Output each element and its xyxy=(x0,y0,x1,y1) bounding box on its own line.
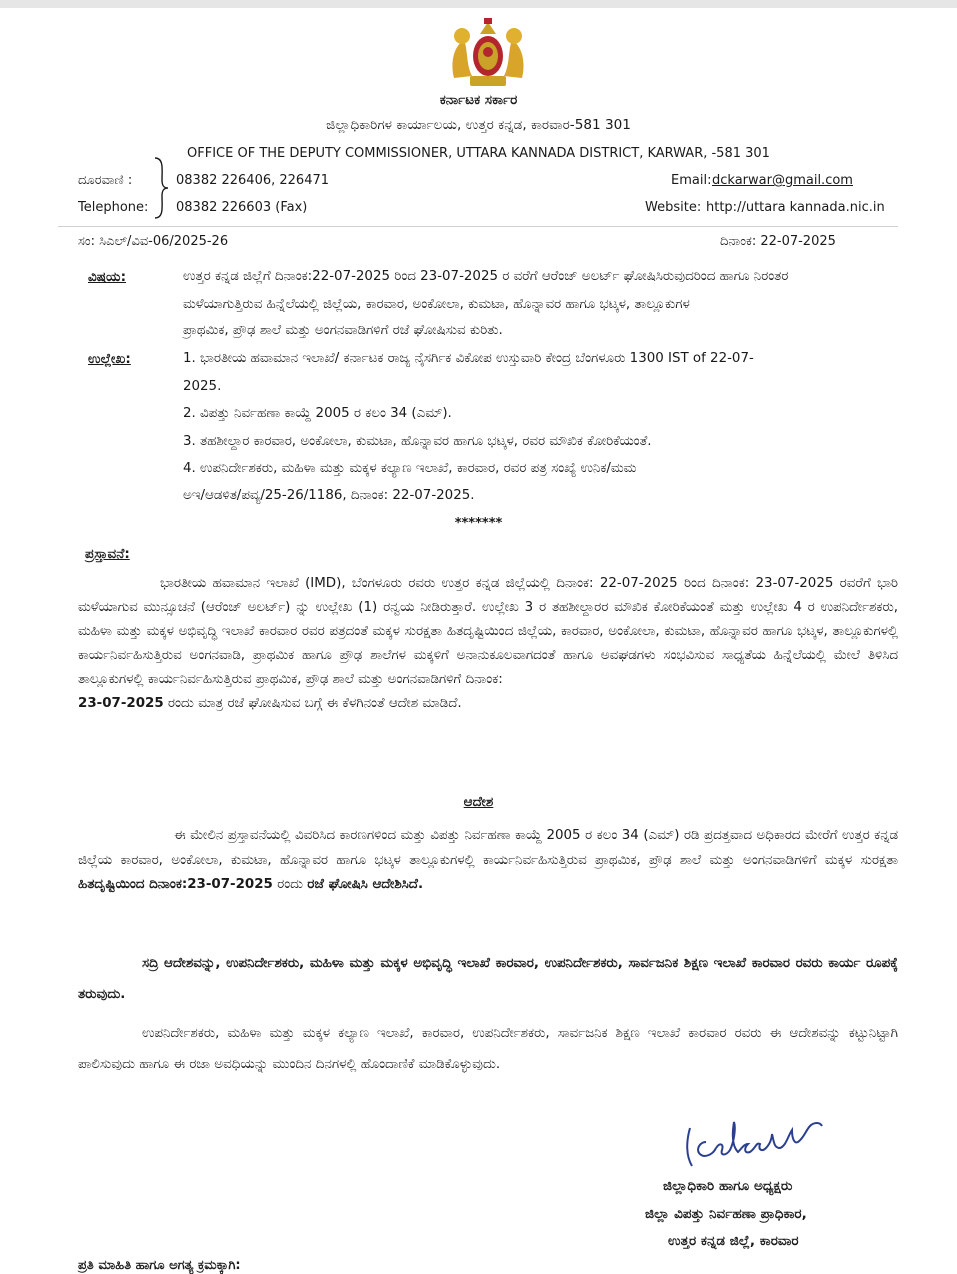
reference-3: 3. ತಹಶೀಲ್ದಾರ ಕಾರವಾರ, ಅಂಕೋಲಾ, ಕುಮಟಾ, ಹೊನ್ನಾವರ ಹಾಗೂ ಭಟ್ಕಳ, ರವರ ಮೌಖಿಕ ಕೋರಿಕೆಯಂತೆ. xyxy=(183,434,652,449)
preamble-text: ಭಾರತೀಯ ಹವಾಮಾನ ಇಲಾಖೆ (IMD), ಬೆಂಗಳೂರು ರವರು ಉತ್ತರ ಕನ್ನಡ ಜಿಲ್ಲೆಯಲ್ಲಿ ದಿನಾಂಕ: 22-07-2025 ರಿಂದ ದಿನಾಂಕ: 23-07-2025 ರವರೆಗೆ ಭಾರಿ ಮಳೆಯಾಗುವ ಮುನ್ಸೂಚನೆ (ಆರೆಂಜ್ ಅಲರ್ಟ್) ನ್ನು ಉಲ್ಲೇಖ (1) ರನ್ವಯ ನೀಡಿರುತ್ತಾರೆ. ಉಲ್ಲೇಖ 3 ರ ತಹಶೀಲ್ದಾರರ ಮೌಖಿಕ ಕೋರಿಕೆಯಂತೆ ಮತ್ತು ಉಲ್ಲೇಖ 4 ರ ಉಪನಿರ್ದೇಶಕರು, ಮಹಿಳಾ ಮತ್ತು ಮಕ್ಕಳ ಅಭಿವೃದ್ಧಿ ಇಲಾಖೆ ಕಾರವಾರ ರವರ ಪತ್ರದಂತೆ ಮಕ್ಕಳ ಸುರಕ್ಷತಾ ಹಿತದೃಷ್ಟಿಯಿಂದ ಜಿಲ್ಲೆಯ, ಕಾರವಾರ, ಅಂಕೋಲಾ, ಕುಮಟಾ, ಹೊನ್ನಾವರ ಹಾಗೂ ಭಟ್ಕಳ, ತಾಲ್ಲೂಕುಗಳಲ್ಲಿ ಕಾರ್ಯನಿರ್ವಹಿಸುತ್ತಿರುವ ಅಂಗನವಾಡಿ, ಪ್ರಾಥಮಿಕ ಹಾಗೂ ಪ್ರೌಢ ಶಾಲೆಗಳ ಮಕ್ಕಳಿಗೆ ಅನಾನುಕೂಲವಾಗದಂತೆ ಹಾಗೂ ಅವಘಡಗಳು ಸಂಭವಿಸುವ ಸಾಧ್ಯತೆಯ ಹಿನ್ನೆಲೆಯಲ್ಲಿ ಮೇಲೆ ತಿಳಿಸಿದ ತಾಲ್ಲೂಕುಗಳಲ್ಲಿ ಕಾರ್ಯನಿರ್ವಹಿಸುತ್ತಿರುವ ಪ್ರಾಥಮಿಕ, ಪ್ರೌಢ ಶಾಲೆ ಮತ್ತು ಅಂಗನವಾಡಿಗಳಿಗೆ ದಿನಾಂಕ: xyxy=(78,576,898,687)
reference-4b: ಅಇ/ಆಡಳಿತ/ಪವ್ಯ/25-26/1186, ದಿನಾಂಕ: 22-07-2025. xyxy=(183,488,475,503)
order-paragraph-1 xyxy=(78,824,898,898)
signatory-title: ಜಿಲ್ಲಾಧಿಕಾರಿ ಹಾಗೂ ಅಧ್ಯಕ್ಷರು xyxy=(663,1178,793,1194)
handwritten-signature xyxy=(680,1108,826,1170)
references-label: ಉಲ್ಲೇಖ: xyxy=(88,351,131,367)
subject-line-3: ಪ್ರಾಥಮಿಕ, ಪ್ರೌಢ ಶಾಲೆ ಮತ್ತು ಅಂಗನವಾಡಿಗಳಿಗೆ ರಜೆ ಘೋಷಿಸುವ ಕುರಿತು. xyxy=(183,323,503,338)
signatory-location: ಉತ್ತರ ಕನ್ನಡ ಜಿಲ್ಲೆ, ಕಾರವಾರ xyxy=(668,1233,799,1249)
subject-label: ವಿಷಯ: xyxy=(88,269,127,285)
subject-line-2: ಮಳೆಯಾಗುತ್ತಿರುವ ಹಿನ್ನೆಲೆಯಲ್ಲಿ ಜಿಲ್ಲೆಯ, ಕಾರವಾರ, ಅಂಕೋಲಾ, ಕುಮಟಾ, ಹೊನ್ನಾವರ ಹಾಗೂ ಭಟ್ಕಳ, ತಾಲ್ಲೂಕುಗಳ xyxy=(183,297,690,312)
preamble-paragraph xyxy=(78,572,898,716)
header-divider xyxy=(58,226,898,227)
phone-label-kannada: ದೂರವಾಣಿ : xyxy=(78,173,133,188)
reference-1a: 1. ಭಾರತೀಯ ಹವಾಮಾನ ಇಲಾಖೆ/ ಕರ್ನಾಟಕ ರಾಜ್ಯ ನೈಸರ್ಗಿಕ ವಿಕೋಪ ಉಸ್ತುವಾರಿ ಕೇಂದ್ರ ಬೆಂಗಳೂರು 1300 IST of 22-07- xyxy=(183,351,754,366)
preamble-heading: ಪ್ರಸ್ತಾವನೆ: xyxy=(85,546,130,562)
top-strip xyxy=(0,0,957,8)
order-bold-1: ಹಿತದೃಷ್ಟಿಯಿಂದ ದಿನಾಂಕ:23-07-2025 xyxy=(78,877,273,892)
subject-line-1: ಉತ್ತರ ಕನ್ನಡ ಜಿಲ್ಲೆಗೆ ದಿನಾಂಕ:22-07-2025 ರಿಂದ 23-07-2025 ರ ವರೆಗೆ ಆರೆಂಜ್ ಅಲರ್ಟ್ ಘೋಷಿಸಿರುವುದರಿಂದ ಹಾಗೂ ನಿರಂತರ xyxy=(183,269,789,284)
reference-2: 2. ವಿಪತ್ತು ನಿರ್ವಹಣಾ ಕಾಯ್ದೆ 2005 ರ ಕಲಂ 34 (ಎಮ್). xyxy=(183,406,452,421)
order-heading: ಆದೇಶ xyxy=(463,794,494,810)
signatory-authority: ಜಿಲ್ಲಾ ವಿಪತ್ತು ನಿರ್ವಹಣಾ ಪ್ರಾಧಿಕಾರ, xyxy=(645,1206,807,1222)
preamble-text-end: ರಂದು ಮಾತ್ರ ರಜೆ ಘೋಷಿಸುವ ಬಗ್ಗೆ ಈ ಕೆಳಗಿನಂತೆ ಆದೇಶ ಮಾಡಿದೆ. xyxy=(163,696,462,711)
preamble-bold-date: 23-07-2025 xyxy=(78,696,164,711)
order-paragraph-2: ಸದ್ರಿ ಆದೇಶವನ್ನು, ಉಪನಿರ್ದೇಶಕರು, ಮಹಿಳಾ ಮತ್ತು ಮಕ್ಕಳ ಅಭಿವೃದ್ಧಿ ಇಲಾಖೆ ಕಾರವಾರ, ಉಪನಿರ್ದೇಶಕರು, ಸಾರ್ವಜನಿಕ ಶಿಕ್ಷಣ ಇಲಾಖೆ ಕಾರವಾರ ರವರು ಕಾರ್ಯ ರೂಪಕ್ಕೆ ತರುವುದು. xyxy=(78,956,898,1002)
website-url: http://uttara kannada.nic.in xyxy=(706,200,885,215)
phone-label-english: Telephone: xyxy=(78,200,149,215)
phone-number-fax: 08382 226603 (Fax) xyxy=(176,200,308,215)
reference-1b: 2025. xyxy=(183,379,222,394)
order-paragraph-3: ಉಪನಿರ್ದೇಶಕರು, ಮಹಿಳಾ ಮತ್ತು ಮಕ್ಕಳ ಕಲ್ಯಾಣ ಇಲಾಖೆ, ಕಾರವಾರ, ಉಪನಿರ್ದೇಶಕರು, ಸಾರ್ವಜನಿಕ ಶಿಕ್ಷಣ ಇಲಾಖೆ ಕಾರವಾರ ರವರು ಈ ಆದೇಶವನ್ನು ಕಟ್ಟುನಿಟ್ಟಾಗಿ ಪಾಲಿಸುವುದು ಹಾಗೂ ಈ ರಜಾ ಅವಧಿಯನ್ನು ಮುಂದಿನ ದಿನಗಳಲ್ಲಿ ಹೊಂದಾಣಿಕೆ ಮಾಡಿಕೊಳ್ಳುವುದು. xyxy=(78,1026,898,1072)
karnataka-state-emblem-icon xyxy=(444,16,532,90)
order-text-1-mid: ರಂದು xyxy=(272,877,308,892)
reference-4a: 4. ಉಪನಿರ್ದೇಶಕರು, ಮಹಿಳಾ ಮತ್ತು ಮಕ್ಕಳ ಕಲ್ಯಾಣ ಇಲಾಖೆ, ಕಾರವಾರ, ರವರ ಪತ್ರ ಸಂಖ್ಯೆ ಉನಿಕ/ಮಮ xyxy=(183,461,637,476)
order-bold-1-end: ರಜೆ ಘೋಷಿಸಿ ಆದೇಶಿಸಿದೆ. xyxy=(307,877,424,892)
email-label: Email: xyxy=(671,173,712,188)
brace-icon xyxy=(152,156,170,220)
section-separator: ******* xyxy=(454,516,503,531)
reference-number: ಸಂ: ಸಿಎಲ್/ವಿವ-06/2025-26 xyxy=(78,234,229,249)
order-text-1: ಈ ಮೇಲಿನ ಪ್ರಸ್ತಾವನೆಯಲ್ಲಿ ವಿವರಿಸಿದ ಕಾರಣಗಳಿಂದ ಮತ್ತು ವಿಪತ್ತು ನಿರ್ವಹಣಾ ಕಾಯ್ದೆ 2005 ರ ಕಲಂ 34 (ಎಮ್) ರಡಿ ಪ್ರದತ್ತವಾದ ಅಧಿಕಾರದ ಮೇರೆಗೆ ಉತ್ತರ ಕನ್ನಡ ಜಿಲ್ಲೆಯ ಕಾರವಾರ, ಅಂಕೋಲಾ, ಕುಮಟಾ, ಹೊನ್ನಾವರ ಹಾಗೂ ಭಟ್ಕಳ ತಾಲ್ಲೂಕುಗಳಲ್ಲಿ ಕಾರ್ಯನಿರ್ವಹಿಸುತ್ತಿರುವ ಪ್ರಾಥಮಿಕ, ಪ್ರೌಢ ಶಾಲೆ ಮತ್ತು ಅಂಗನವಾಡಿಗಳಿಗೆ ಮಕ್ಕಳ ಸುರಕ್ಷತಾ xyxy=(78,828,898,868)
website-label: Website: xyxy=(645,200,702,215)
phone-number-1: 08382 226406, 226471 xyxy=(176,173,330,188)
office-name-english: OFFICE OF THE DEPUTY COMMISSIONER, UTTARA KANNADA DISTRICT, KARWAR, -581 301 xyxy=(187,146,770,161)
email-link[interactable]: dckarwar@gmail.com xyxy=(712,173,853,188)
office-name-kannada: ಜಿಲ್ಲಾಧಿಕಾರಿಗಳ ಕಾರ್ಯಾಲಯ, ಉತ್ತರ ಕನ್ನಡ, ಕಾರವಾರ-581 301 xyxy=(326,117,631,133)
letter-date: ದಿನಾಂಕ: 22-07-2025 xyxy=(720,234,836,249)
copy-to-label: ಪ್ರತಿ ಮಾಹಿತಿ ಹಾಗೂ ಅಗತ್ಯ ಕ್ರಮಕ್ಕಾಗಿ: xyxy=(78,1258,241,1273)
government-name: ಕರ್ನಾಟಕ ಸರ್ಕಾರ xyxy=(439,92,518,108)
